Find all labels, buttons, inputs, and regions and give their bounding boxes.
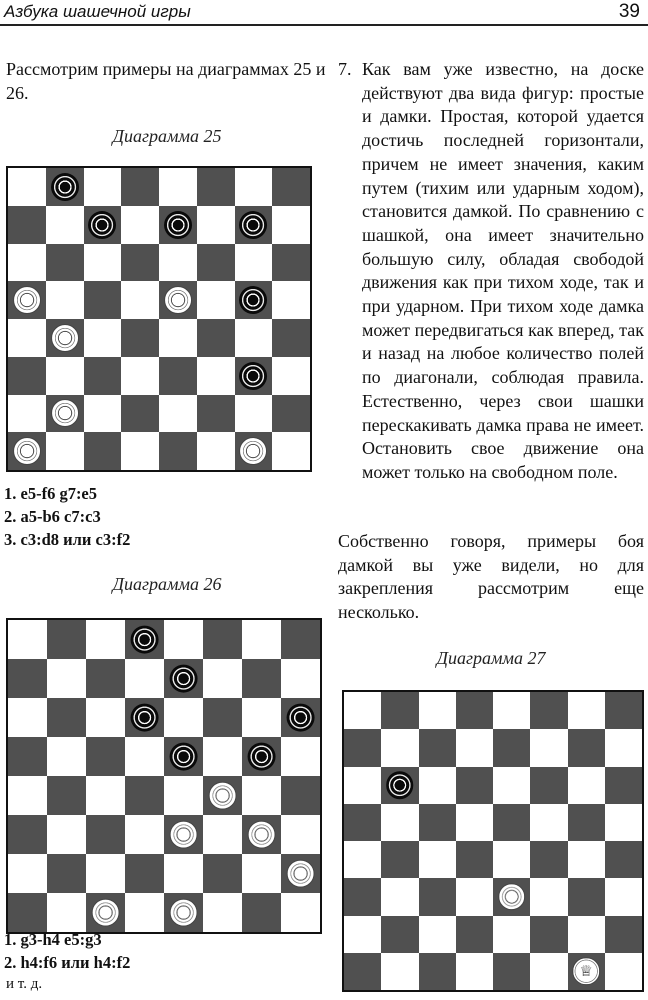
light-square <box>281 893 320 932</box>
dark-square <box>242 737 281 776</box>
dark-square <box>125 776 164 815</box>
light-square <box>164 854 203 893</box>
dark-square <box>568 804 605 841</box>
dark-square <box>419 953 456 990</box>
light-square <box>381 953 418 990</box>
light-square <box>46 281 84 319</box>
dark-square <box>242 893 281 932</box>
dark-square <box>419 878 456 915</box>
dark-square <box>530 916 567 953</box>
dark-square <box>8 206 46 244</box>
light-square <box>121 281 159 319</box>
light-square <box>281 659 320 698</box>
dark-square <box>8 357 46 395</box>
black-checker <box>169 664 198 693</box>
light-square <box>84 395 122 433</box>
dark-square <box>203 854 242 893</box>
dark-square <box>272 395 310 433</box>
dark-square <box>197 244 235 282</box>
light-square <box>203 893 242 932</box>
white-checker <box>51 399 79 427</box>
light-square <box>125 659 164 698</box>
dark-square <box>456 692 493 729</box>
dark-square <box>86 737 125 776</box>
light-square <box>203 815 242 854</box>
dark-square <box>605 692 642 729</box>
dark-square <box>203 698 242 737</box>
dark-square <box>86 815 125 854</box>
dark-square <box>605 841 642 878</box>
page-header <box>0 0 648 26</box>
light-square <box>197 357 235 395</box>
light-square <box>419 916 456 953</box>
move-line: 1. e5-f6 g7:e5 <box>4 484 98 503</box>
dark-square <box>605 916 642 953</box>
dark-square <box>344 953 381 990</box>
dark-square <box>197 395 235 433</box>
light-square <box>605 953 642 990</box>
paragraph-text: Собственно говоря, примеры боя дамкой вы уже видели, но для закрепления рассмотрим еще несколько. <box>338 531 644 623</box>
light-square <box>419 692 456 729</box>
light-square <box>47 893 86 932</box>
dark-square <box>8 815 47 854</box>
dark-square <box>197 168 235 206</box>
light-square <box>47 659 86 698</box>
rule-number: 7. <box>338 59 352 79</box>
light-square <box>164 620 203 659</box>
light-square <box>344 692 381 729</box>
dark-square <box>493 953 530 990</box>
dark-square <box>8 893 47 932</box>
light-square <box>568 692 605 729</box>
dark-square <box>86 659 125 698</box>
move-line: 1. g3-h4 e5:g3 <box>4 930 102 949</box>
dark-square <box>86 893 125 932</box>
light-square <box>125 815 164 854</box>
dark-square <box>121 319 159 357</box>
dark-square <box>235 281 273 319</box>
dark-square <box>281 776 320 815</box>
light-square <box>197 281 235 319</box>
black-checker <box>247 742 276 771</box>
light-square <box>568 916 605 953</box>
dark-square <box>568 878 605 915</box>
light-square <box>235 168 273 206</box>
dark-square <box>242 659 281 698</box>
light-square <box>272 432 310 470</box>
white-checker <box>247 820 276 849</box>
light-square <box>46 432 84 470</box>
light-square <box>419 767 456 804</box>
dark-square <box>419 729 456 766</box>
dark-square <box>493 729 530 766</box>
dark-square <box>203 776 242 815</box>
moves-25 <box>4 482 130 551</box>
white-checker <box>91 898 120 927</box>
light-square <box>121 206 159 244</box>
dark-square <box>530 692 567 729</box>
dark-square <box>164 737 203 776</box>
light-square <box>46 206 84 244</box>
dark-square <box>197 319 235 357</box>
dark-square <box>121 244 159 282</box>
light-square <box>8 395 46 433</box>
dark-square <box>125 854 164 893</box>
dark-square <box>568 953 605 990</box>
dark-square <box>493 804 530 841</box>
dark-square <box>46 244 84 282</box>
diagram-25-board <box>6 166 312 472</box>
light-square <box>197 206 235 244</box>
move-line: 2. a5-b6 c7:c3 <box>4 507 101 526</box>
light-square <box>121 357 159 395</box>
dark-square <box>530 841 567 878</box>
dark-square <box>381 841 418 878</box>
light-square <box>203 659 242 698</box>
etc-text: и т. д. <box>6 976 43 992</box>
black-checker <box>164 211 192 239</box>
dark-square <box>159 357 197 395</box>
light-square <box>493 916 530 953</box>
light-square <box>235 395 273 433</box>
rule-7 <box>338 58 644 485</box>
light-square <box>84 244 122 282</box>
white-checker <box>164 286 192 314</box>
dark-square <box>121 395 159 433</box>
black-checker <box>239 211 267 239</box>
diagram-27-caption: Диаграмма 27 <box>436 648 546 668</box>
light-square <box>8 776 47 815</box>
light-square <box>8 620 47 659</box>
light-square <box>568 767 605 804</box>
dark-square <box>8 737 47 776</box>
dark-square <box>344 804 381 841</box>
diagram-26-caption: Диаграмма 26 <box>112 574 222 594</box>
white-checker <box>208 781 237 810</box>
dark-square <box>125 620 164 659</box>
diagram-25-caption: Диаграмма 25 <box>112 126 222 146</box>
white-checker <box>13 286 41 314</box>
dark-square <box>84 357 122 395</box>
dark-square <box>125 698 164 737</box>
dark-square <box>8 432 46 470</box>
diagram-27-board <box>342 690 644 992</box>
dark-square <box>381 767 418 804</box>
dark-square <box>235 206 273 244</box>
light-square <box>86 620 125 659</box>
black-checker <box>169 742 198 771</box>
dark-square <box>281 698 320 737</box>
dark-square <box>84 206 122 244</box>
dark-square <box>568 729 605 766</box>
dark-square <box>419 804 456 841</box>
light-square <box>159 168 197 206</box>
black-checker <box>51 173 79 201</box>
light-square <box>344 767 381 804</box>
light-square <box>344 841 381 878</box>
dark-square <box>235 432 273 470</box>
light-square <box>203 737 242 776</box>
light-square <box>605 878 642 915</box>
light-square <box>84 319 122 357</box>
white-checker <box>498 883 526 911</box>
light-square <box>456 878 493 915</box>
dark-square <box>272 168 310 206</box>
dark-square <box>605 767 642 804</box>
light-square <box>493 767 530 804</box>
dark-square <box>381 916 418 953</box>
dark-square <box>456 841 493 878</box>
light-square <box>456 953 493 990</box>
light-square <box>272 206 310 244</box>
dark-square <box>46 168 84 206</box>
light-square <box>8 854 47 893</box>
light-square <box>419 841 456 878</box>
dark-square <box>159 281 197 319</box>
white-checker <box>13 437 41 465</box>
light-square <box>235 319 273 357</box>
dark-square <box>47 776 86 815</box>
black-checker <box>239 362 267 390</box>
page-number: 39 <box>618 1 640 22</box>
light-square <box>281 737 320 776</box>
light-square <box>47 815 86 854</box>
dark-square <box>159 432 197 470</box>
move-line: 2. h4:f6 или h4:f2 <box>4 953 131 972</box>
dark-square <box>235 357 273 395</box>
light-square <box>164 776 203 815</box>
white-checker <box>169 898 198 927</box>
light-square <box>272 357 310 395</box>
moves-26 <box>4 928 130 974</box>
light-square <box>493 692 530 729</box>
light-square <box>530 878 567 915</box>
dark-square <box>121 168 159 206</box>
white-king-checker <box>572 958 600 986</box>
black-checker <box>286 703 315 732</box>
dark-square <box>242 815 281 854</box>
dark-square <box>281 854 320 893</box>
light-square <box>381 878 418 915</box>
light-square <box>47 737 86 776</box>
book-title: Азбука шашечной игры <box>4 2 191 21</box>
light-square <box>605 804 642 841</box>
white-checker <box>51 324 79 352</box>
light-square <box>381 804 418 841</box>
black-checker <box>130 703 159 732</box>
dark-square <box>84 432 122 470</box>
light-square <box>242 776 281 815</box>
dark-square <box>164 815 203 854</box>
dark-square <box>381 692 418 729</box>
black-checker <box>88 211 116 239</box>
dark-square <box>530 767 567 804</box>
dark-square <box>46 395 84 433</box>
light-square <box>164 698 203 737</box>
dark-square <box>47 854 86 893</box>
crown-icon: ♕ <box>579 961 593 980</box>
light-square <box>242 620 281 659</box>
light-square <box>197 432 235 470</box>
light-square <box>242 698 281 737</box>
dark-square <box>281 620 320 659</box>
dark-square <box>456 767 493 804</box>
dark-square <box>159 206 197 244</box>
dark-square <box>47 698 86 737</box>
light-square <box>272 281 310 319</box>
light-square <box>8 698 47 737</box>
light-square <box>281 815 320 854</box>
light-square <box>530 804 567 841</box>
light-square <box>86 854 125 893</box>
light-square <box>159 319 197 357</box>
dark-square <box>272 244 310 282</box>
move-line: 3. c3:d8 или c3:f2 <box>4 530 131 549</box>
dark-square <box>164 659 203 698</box>
white-checker <box>169 820 198 849</box>
black-checker <box>386 771 414 799</box>
dark-square <box>203 620 242 659</box>
light-square <box>605 729 642 766</box>
light-square <box>530 729 567 766</box>
dark-square <box>46 319 84 357</box>
light-square <box>8 168 46 206</box>
dark-square <box>8 659 47 698</box>
light-square <box>84 168 122 206</box>
light-square <box>381 729 418 766</box>
light-square <box>125 737 164 776</box>
light-square <box>344 916 381 953</box>
light-square <box>125 893 164 932</box>
light-square <box>159 395 197 433</box>
light-square <box>456 729 493 766</box>
black-checker <box>130 625 159 654</box>
light-square <box>46 357 84 395</box>
light-square <box>493 841 530 878</box>
light-square <box>8 319 46 357</box>
white-checker <box>239 437 267 465</box>
light-square <box>242 854 281 893</box>
dark-square <box>272 319 310 357</box>
dark-square <box>84 281 122 319</box>
white-checker <box>286 859 315 888</box>
rule-text: Как вам уже известно, на доске действуют два вида фигур: простые и дамки. Простая, которой удается достичь последней горизонтали, причем не имеет значения, каким путем (тихим или ударным ходом), становится дамкой. По сравнению с шашкой, она имеет значительно большую силу, обладая свободой движения как при тихом ходе, так и при ударном. При тихом ходе дамка может передвигаться как вперед, так и назад на любое количество полей по диагонали, соблюдая правила. Естественно, через свои шашки перескакивать дамка права не имеет. Остановить свое движение она может только на свободном поле. <box>362 59 644 482</box>
light-square <box>235 244 273 282</box>
dark-square <box>493 878 530 915</box>
light-square <box>86 698 125 737</box>
diagram-26-board <box>6 618 322 934</box>
light-square <box>121 432 159 470</box>
light-square <box>530 953 567 990</box>
dark-square <box>344 878 381 915</box>
light-square <box>568 841 605 878</box>
light-square <box>8 244 46 282</box>
dark-square <box>47 620 86 659</box>
light-square <box>86 776 125 815</box>
dark-square <box>456 916 493 953</box>
intro-text: Рассмотрим примеры на диаграммах 25 и 26. <box>6 59 326 103</box>
light-square <box>456 804 493 841</box>
dark-square <box>344 729 381 766</box>
dark-square <box>8 281 46 319</box>
black-checker <box>239 286 267 314</box>
light-square <box>159 244 197 282</box>
dark-square <box>164 893 203 932</box>
